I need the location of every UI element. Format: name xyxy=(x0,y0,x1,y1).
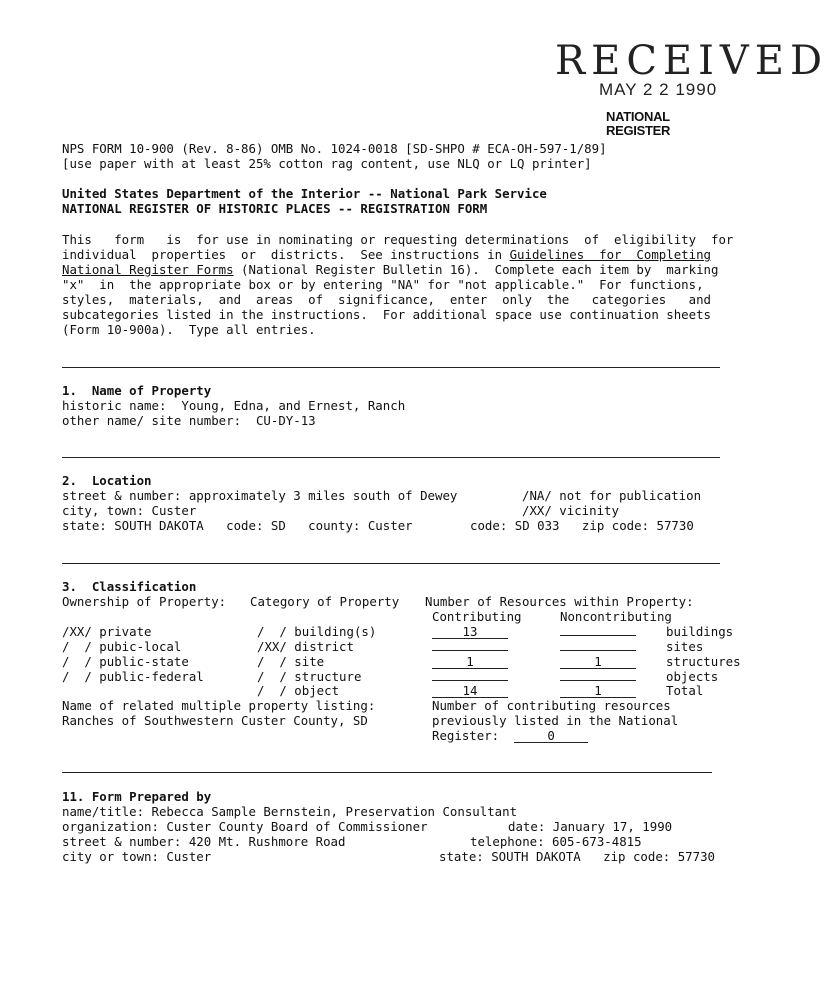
prepared-date: date: January 17, 1990 xyxy=(508,819,673,834)
category-structure: / / structure xyxy=(257,669,362,684)
previously-listed-value: 0 xyxy=(514,729,588,743)
preparer-street: street & number: 420 Mt. Rushmore Road xyxy=(62,834,346,849)
forms-title: National Register Forms xyxy=(62,262,234,277)
category-header: Category of Property xyxy=(250,594,400,609)
label-buildings: buildings xyxy=(666,624,734,639)
previously-listed-line-3: Register: 0 xyxy=(432,728,588,743)
divider xyxy=(62,563,720,564)
preparer-state-zip: state: SOUTH DAKOTA zip code: 57730 xyxy=(439,849,716,864)
form-title: NATIONAL REGISTER OF HISTORIC PLACES -- REGISTRATION FORM xyxy=(62,201,488,216)
received-stamp-date: MAY 2 2 1990 xyxy=(599,80,718,99)
other-name: other name/ site number: CU-DY-13 xyxy=(62,413,316,428)
intro-line-3: National Register Forms (National Register Bulletin 16). Complete each item by marking xyxy=(62,262,719,277)
noncontributing-total: 1 xyxy=(560,684,636,698)
label-total: Total xyxy=(666,683,704,698)
state-county: state: SOUTH DAKOTA code: SD county: Custer xyxy=(62,518,413,533)
paper-instruction-line: [use paper with at least 25% cotton rag content, use NLQ or LQ printer] xyxy=(62,156,592,171)
noncontributing-objects xyxy=(560,680,636,681)
registry-stamp xyxy=(606,110,670,138)
contributing-total: 14 xyxy=(432,684,508,698)
noncontributing-sites xyxy=(560,650,636,651)
category-object: / / object xyxy=(257,683,340,698)
registry-stamp-line1: NATIONAL xyxy=(606,109,670,124)
received-stamp-text: RECEIVED xyxy=(555,38,828,84)
intro-line-5: styles, materials, and areas of significance, enter only the categories and xyxy=(62,292,712,307)
label-sites: sites xyxy=(666,639,704,654)
previously-listed-line-2: previously listed in the National xyxy=(432,713,679,728)
preparer-name: name/title: Rebecca Sample Bernstein, Preservation Consultant xyxy=(62,804,518,819)
noncontributing-buildings xyxy=(560,635,636,636)
department-line: United States Department of the Interior -- National Park Service xyxy=(62,186,547,201)
category-buildings: / / building(s) xyxy=(257,624,377,639)
label-objects: objects xyxy=(666,669,719,684)
intro-line-1: This form is for use in nominating or requesting determinations of eligibility for xyxy=(62,232,734,247)
label-structures: structures xyxy=(666,654,741,669)
ownership-public-state: / / public-state xyxy=(62,654,189,669)
code-zip: code: SD 033 zip code: 57730 xyxy=(470,518,694,533)
related-listing-value: Ranches of Southwestern Custer County, SD xyxy=(62,713,368,728)
ownership-header: Ownership of Property: xyxy=(62,594,227,609)
category-district: /XX/ district xyxy=(257,639,354,654)
ownership-private: /XX/ private xyxy=(62,624,152,639)
vicinity: /XX/ vicinity xyxy=(522,503,619,518)
guidelines-title: Guidelines for Completing xyxy=(509,247,712,262)
related-listing-label: Name of related multiple property listing: xyxy=(62,698,376,713)
received-stamp xyxy=(555,38,828,108)
telephone: telephone: 605-673-4815 xyxy=(470,834,642,849)
noncontributing-header: Noncontributing xyxy=(560,609,672,624)
resources-header: Number of Resources within Property: xyxy=(425,594,694,609)
intro-line-2: individual properties or districts. See instructions in Guidelines for Completing xyxy=(62,247,712,262)
category-site: / / site xyxy=(257,654,325,669)
divider xyxy=(62,367,720,368)
not-for-publication: /NA/ not for publication xyxy=(522,488,702,503)
section-3-heading: 3. Classification xyxy=(62,579,197,594)
city-town: city, town: Custer xyxy=(62,503,197,518)
ownership-public-federal: / / public-federal xyxy=(62,669,204,684)
intro-line-7: (Form 10-900a). Type all entries. xyxy=(62,322,316,337)
organization: organization: Custer County Board of Commissioner xyxy=(62,819,428,834)
previously-listed-line-1: Number of contributing resources xyxy=(432,698,671,713)
intro-line-4: "x" in the appropriate box or by entering "NA" for "not applicable." For functions, xyxy=(62,277,704,292)
street-number: street & number: approximately 3 miles south of Dewey xyxy=(62,488,458,503)
historic-name: historic name: Young, Edna, and Ernest, Ranch xyxy=(62,398,406,413)
divider xyxy=(62,772,712,773)
preparer-city: city or town: Custer xyxy=(62,849,212,864)
noncontributing-structures: 1 xyxy=(560,655,636,669)
section-1-heading: 1. Name of Property xyxy=(62,383,212,398)
section-11-heading: 11. Form Prepared by xyxy=(62,789,212,804)
contributing-sites xyxy=(432,650,508,651)
ownership-public-local: / / pubic-local xyxy=(62,639,182,654)
contributing-structures: 1 xyxy=(432,655,508,669)
contributing-objects xyxy=(432,680,508,681)
intro-line-6: subcategories listed in the instructions. For additional space use continuation sheets xyxy=(62,307,712,322)
registry-stamp-line2: REGISTER xyxy=(606,123,671,138)
section-2-heading: 2. Location xyxy=(62,473,152,488)
form-number-line: NPS FORM 10-900 (Rev. 8-86) OMB No. 1024-0018 [SD-SHPO # ECA-OH-597-1/89] xyxy=(62,141,607,156)
divider xyxy=(62,457,720,458)
contributing-buildings: 13 xyxy=(432,625,508,639)
contributing-header: Contributing xyxy=(432,609,522,624)
